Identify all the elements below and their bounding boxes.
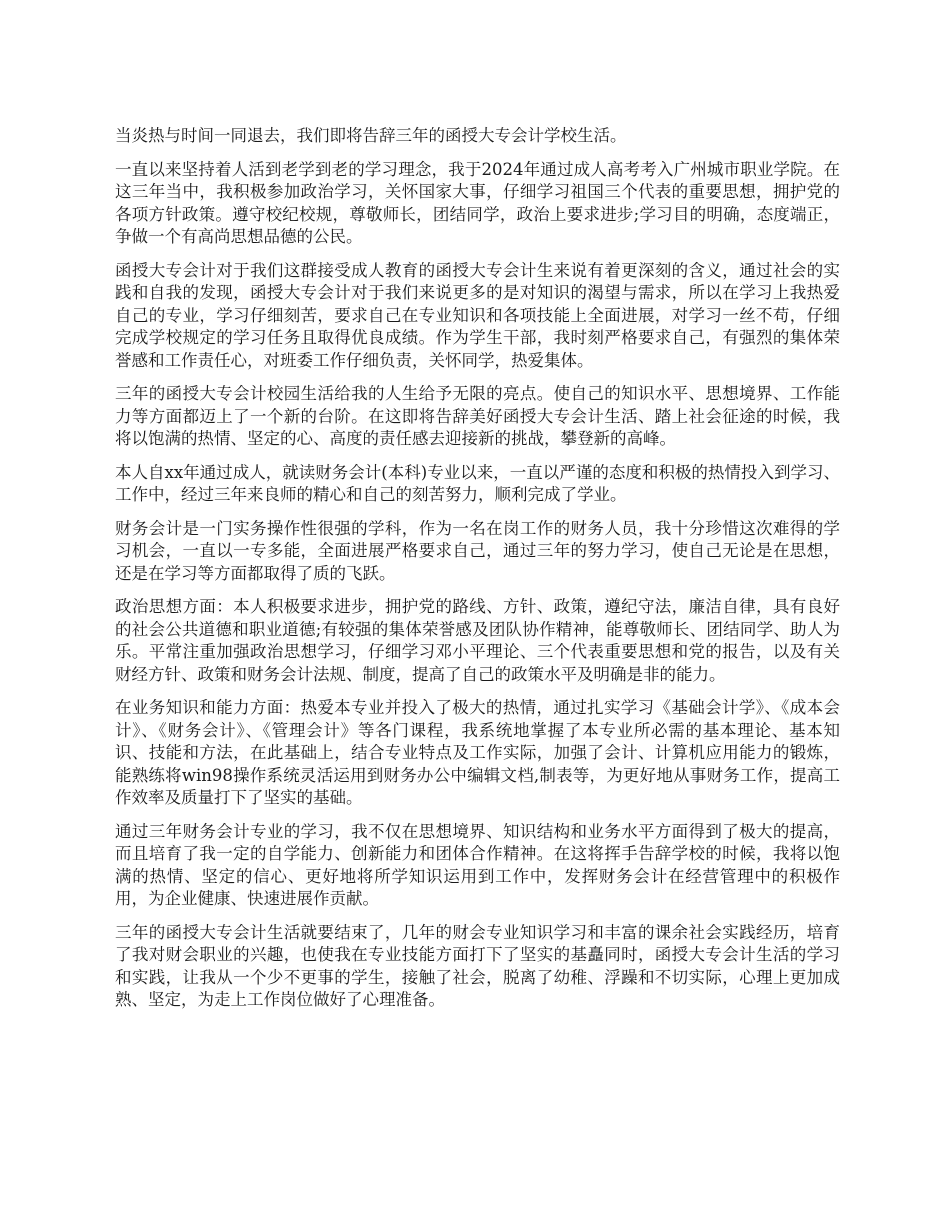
paragraph-2: 一直以来坚持着人活到老学到老的学习理念，我于2024年通过成人高考考入广州城市职业学院。在这三年当中，我积极参加政治学习，关怀国家大事，仔细学习祖国三个代表的重要思想，拥护党的各项方针政策。遵守校纪校规，尊敬师长，团结同学，政治上要求进步;学习目的明确，态度端正，争做一个有高尚思想品德的公民。 [115,159,840,246]
paragraph-9: 通过三年财务会计专业的学习，我不仅在思想境界、知识结构和业务水平方面得到了极大的提高，而且培育了我一定的自学能力、创新能力和团体合作精神。在这将挥手告辞学校的时候，我将以饱满的热情、坚定的信心、更好地将所学知识运用到工作中，发挥财务会计在经营管理中的积极作用，为企业健康、快速进展作贡献。 [115,821,840,908]
paragraph-8: 在业务知识和能力方面：热爱本专业并投入了极大的热情，通过扎实学习《基础会计学》、《成本会计》、《财务会计》、《管理会计》等各门课程，我系统地掌握了本专业所必需的基本理论、基本知识、技能和方法，在此基础上，结合专业特点及工作实际，加强了会计、计算机应用能力的锻炼，能熟练将win98操作系统灵活运用到财务办公中编辑文档,制表等，为更好地从事财务工作，提高工作效率及质量打下了坚实的基础。 [115,698,840,807]
document-body [115,125,840,1023]
paragraph-4: 三年的函授大专会计校园生活给我的人生给予无限的亮点。使自己的知识水平、思想境界、工作能力等方面都迈上了一个新的台阶。在这即将告辞美好函授大专会计生活、踏上社会征途的时候，我将以饱满的热情、坚定的心、高度的责任感去迎接新的挑战，攀登新的高峰。 [115,384,840,448]
paragraph-6: 财务会计是一门实务操作性很强的学科，作为一名在岗工作的财务人员，我十分珍惜这次难得的学习机会，一直以一专多能，全面进展严格要求自己，通过三年的努力学习，使自己无论是在思想，还是在学习等方面都取得了质的飞跃。 [115,518,840,583]
paragraph-1: 当炎热与时间一同退去，我们即将告辞三年的函授大专会计学校生活。 [115,126,627,145]
paragraph-7: 政治思想方面：本人积极要求进步，拥护党的路线、方针、政策，遵纪守法，廉洁自律，具有良好的社会公共道德和职业道德;有较强的集体荣誉感及团队协作精神，能尊敬师长、团结同学、助人为乐。平常注重加强政治思想学习，仔细学习邓小平理论、三个代表重要思想和党的报告，以及有关财经方针、政策和财务会计法规、制度，提高了自己的政策水平及明确是非的能力。 [115,597,840,684]
paragraph-5: 本人自xx年通过成人，就读财务会计(本科)专业以来，一直以严谨的态度和积极的热情投入到学习、工作中，经过三年来良师的精心和自己的刻苦努力，顺利完成了学业。 [115,462,840,504]
paragraph-3: 函授大专会计对于我们这群接受成人教育的函授大专会计生来说有着更深刻的含义，通过社会的实践和自我的发现，函授大专会计对于我们来说更多的是对知识的渴望与需求，所以在学习上我热爱自己的专业，学习仔细刻苦，要求自己在专业知识和各项技能上全面进展，对学习一丝不苟，仔细完成学校规定的学习任务且取得优良成绩。作为学生干部，我时刻严格要求自己，有强烈的集体荣誉感和工作责任心，对班委工作仔细负责，关怀同学，热爱集体。 [115,260,840,370]
paragraph-10: 三年的函授大专会计生活就要结束了，几年的财会专业知识学习和丰富的课余社会实践经历，培育了我对财会职业的兴趣，也使我在专业技能方面打下了坚实的基矗同时，函授大专会计生活的学习和实践，让我从一个少不更事的学生，接触了社会，脱离了幼稚、浮躁和不切实际，心理上更加成熟、坚定，为走上工作岗位做好了心理准备。 [115,922,840,1009]
